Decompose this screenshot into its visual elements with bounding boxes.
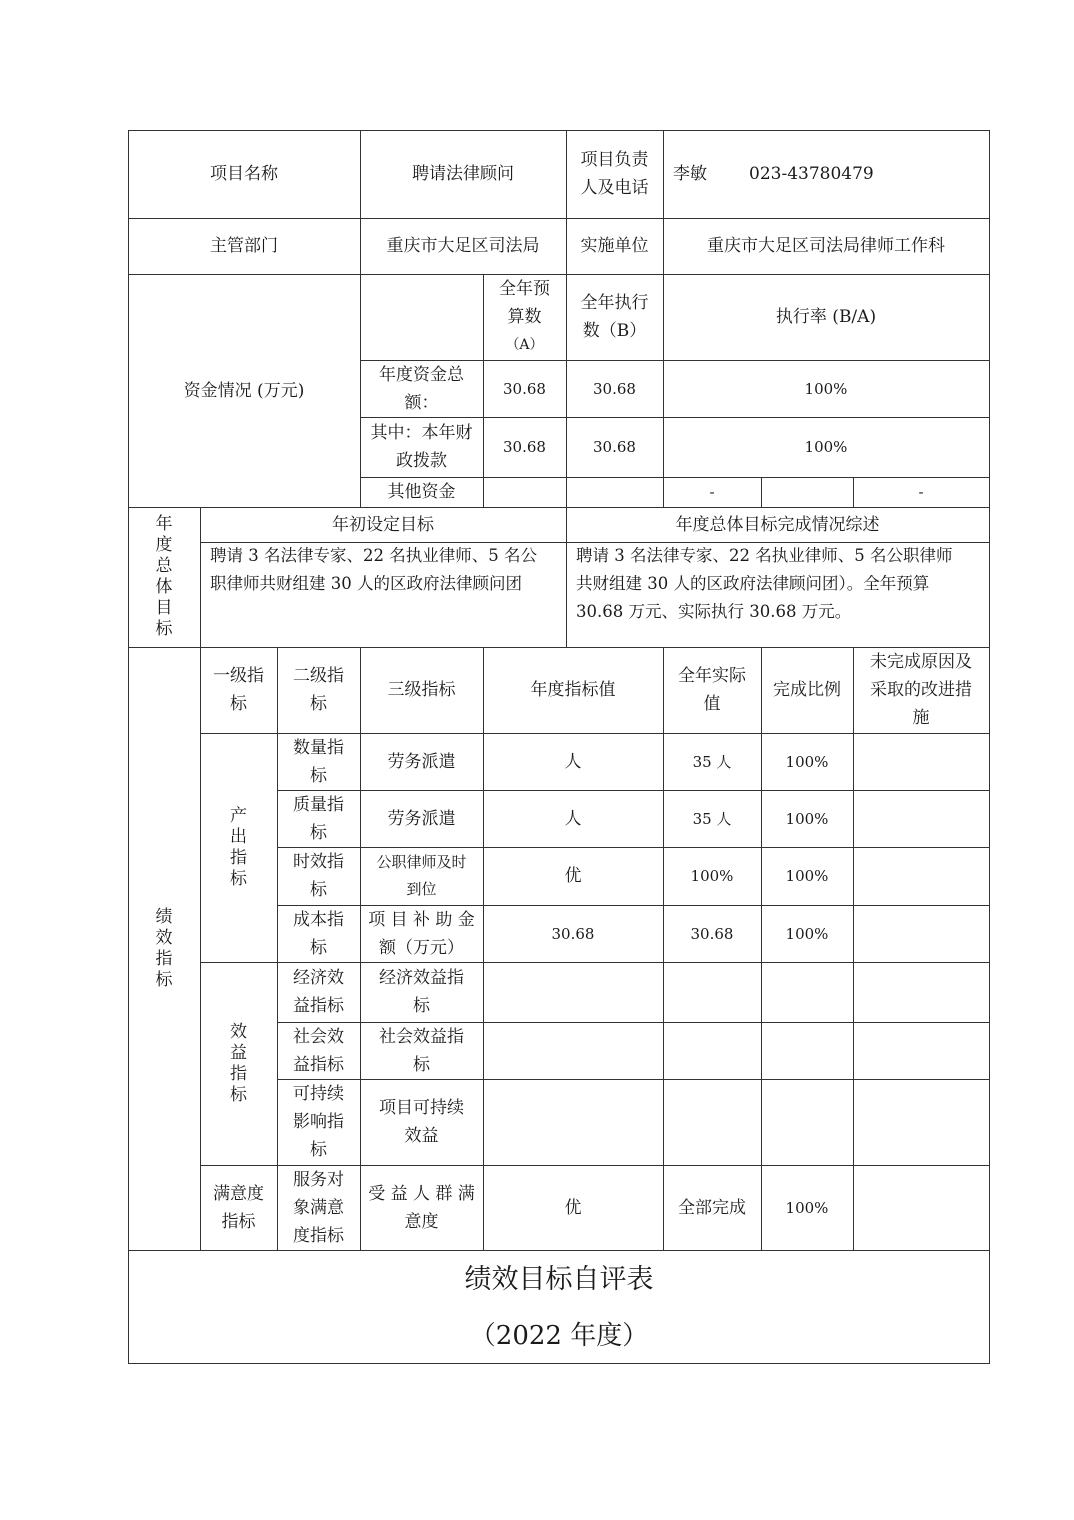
initial-goal-header: 年初设定目标 — [332, 514, 434, 535]
form-title: 绩效目标自评表 — [464, 1264, 654, 1295]
implementing-unit-value: 重庆市大足区司法局律师工作科 — [707, 236, 945, 256]
quantity-indicator-label: 数量指 标 — [293, 737, 344, 786]
contact-person: 李敏 — [673, 164, 707, 184]
other-funds-label: 其他资金 — [387, 482, 456, 502]
annual-goal-section-label: 年 度 总 体 目 标 — [155, 514, 173, 639]
quality-indicator-target: 人 — [564, 808, 582, 829]
implementing-unit-label: 实施单位 — [580, 236, 649, 256]
timeliness-indicator-ratio: 100% — [785, 867, 829, 885]
border-right — [989, 130, 990, 1364]
budget-header: 全年预 算数 （A） — [499, 279, 550, 353]
funds-section-label: 资金情况 (万元) — [183, 380, 305, 401]
level1-header: 一级指 标 — [213, 666, 264, 714]
social-benefit-l3: 社会效益指 标 — [379, 1026, 464, 1075]
quantity-indicator-l3: 劳务派遣 — [387, 751, 456, 772]
output-indicators-label: 产 出 指 标 — [230, 805, 247, 889]
project-name-label: 项目名称 — [210, 164, 278, 184]
economic-benefit-l3: 经济效益指 标 — [379, 968, 464, 1016]
reason-header: 未完成原因及 采取的改进措 施 — [870, 652, 972, 728]
target-value-header: 年度指标值 — [530, 680, 616, 700]
satisfaction-target: 优 — [564, 1197, 582, 1218]
level2-header: 二级指 标 — [293, 666, 344, 714]
service-satisfaction-label: 服务对 象满意 度指标 — [293, 1169, 344, 1246]
satisfaction-label: 满意度 指标 — [213, 1183, 264, 1232]
rate-header: 执行率 (B/A) — [775, 307, 877, 327]
initial-goal-text: 聘请 3 名法律专家、22 名执业律师、5 名公 职律师共财组建 30 人的区政府法律顾问团 — [210, 546, 537, 593]
annual-total-label: 年度资金总 额： — [379, 364, 464, 413]
quantity-indicator-target: 人 — [564, 751, 582, 772]
col-divider — [853, 647, 854, 1250]
cost-indicator-l3: 项 目 补 助 金 额（万元） — [368, 909, 475, 958]
fiscal-appropriation-executed: 30.68 — [593, 438, 636, 456]
annual-total-executed: 30.68 — [593, 379, 636, 398]
contact-phone: 023-43780479 — [749, 164, 874, 184]
quantity-indicator-actual: 35 人 — [692, 752, 732, 771]
quality-indicator-ratio: 100% — [785, 809, 829, 828]
border-bottom — [128, 1363, 990, 1364]
supervising-dept-value: 重庆市大足区司法局 — [386, 236, 540, 256]
quality-indicator-actual: 35 人 — [692, 809, 732, 828]
social-benefit-label: 社会效 益指标 — [293, 1026, 344, 1075]
level3-header: 三级指标 — [387, 680, 456, 700]
sustainability-label: 可持续 影响指 标 — [293, 1084, 344, 1160]
beneficiary-satisfaction-l3: 受 益 人 群 满 意度 — [368, 1183, 475, 1232]
supervising-dept-label: 主管部门 — [210, 236, 278, 256]
contact-value — [663, 130, 989, 218]
timeliness-indicator-actual: 100% — [690, 867, 734, 885]
satisfaction-actual: 全部完成 — [678, 1197, 746, 1218]
project-name-value: 聘请法律顾问 — [412, 164, 514, 184]
cost-indicator-label: 成本指 标 — [293, 909, 344, 958]
performance-section-label: 绩 效 指 标 — [155, 906, 173, 990]
executed-header: 全年执行 数（B） — [580, 293, 649, 341]
col-divider — [761, 477, 762, 507]
sustainability-l3: 项目可持续 效益 — [379, 1098, 464, 1146]
other-funds-dash: - — [918, 483, 924, 501]
timeliness-indicator-target: 优 — [564, 866, 582, 886]
other-funds-dash: - — [709, 483, 715, 501]
cost-indicator-ratio: 100% — [785, 924, 829, 943]
completion-ratio-header: 完成比例 — [773, 680, 841, 700]
satisfaction-ratio: 100% — [785, 1198, 829, 1217]
goal-summary-header: 年度总体目标完成情况综述 — [675, 514, 880, 535]
benefit-indicators-label: 效 益 指 标 — [230, 1021, 247, 1105]
timeliness-indicator-label: 时效指 标 — [293, 852, 344, 900]
annual-total-budget: 30.68 — [503, 379, 546, 398]
annual-total-rate: 100% — [804, 379, 848, 398]
goal-summary-text: 聘请 3 名法律专家、22 名执业律师、5 名公职律师 共财组建 30 人的区政府法律顾问团）。全年预算 30.68 万元、实际执行 30.68 万元。 — [576, 546, 953, 621]
fiscal-appropriation-label: 其中：本年财 政拨款 — [370, 423, 473, 471]
actual-value-header: 全年实际 值 — [678, 666, 746, 714]
timeliness-indicator-l3: 公职律师及时 到位 — [376, 853, 467, 898]
quality-indicator-l3: 劳务派遣 — [387, 808, 456, 829]
form-year: （2022 年度） — [469, 1321, 649, 1351]
row-divider — [128, 1250, 990, 1251]
cost-indicator-target: 30.68 — [551, 924, 595, 943]
quantity-indicator-ratio: 100% — [785, 752, 829, 771]
quality-indicator-label: 质量指 标 — [293, 794, 344, 843]
fiscal-appropriation-budget: 30.68 — [503, 438, 546, 456]
economic-benefit-label: 经济效 益指标 — [293, 968, 344, 1016]
fiscal-appropriation-rate: 100% — [804, 438, 848, 456]
contact-label: 项目负责 人及电话 — [580, 150, 649, 198]
cost-indicator-actual: 30.68 — [690, 924, 734, 943]
